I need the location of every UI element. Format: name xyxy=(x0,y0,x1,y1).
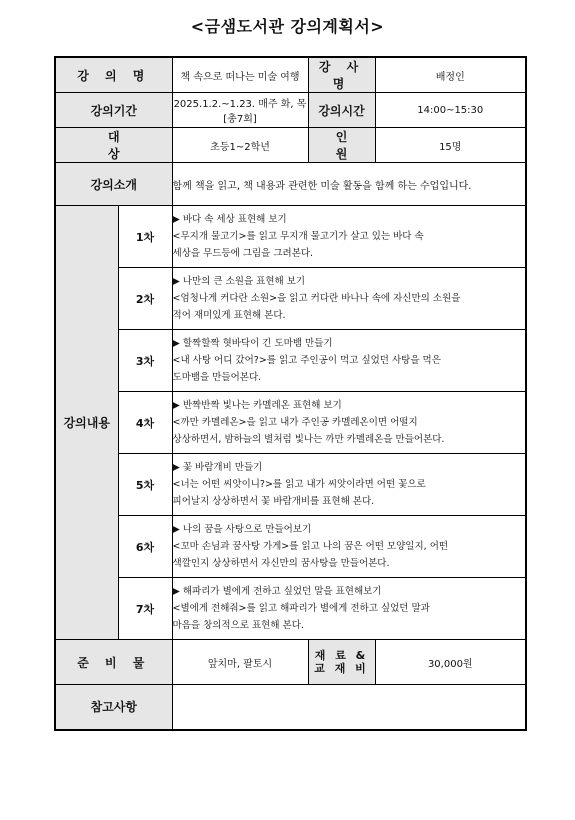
session-row xyxy=(55,206,526,268)
session-activity xyxy=(172,392,526,454)
material-fee-label-line: 교 재 비 xyxy=(314,662,369,675)
session-activity xyxy=(172,578,526,640)
session-title: ▶ 꽃 바람개비 만들기 xyxy=(172,462,263,473)
material-fee-label xyxy=(308,640,375,685)
session-number: 1차 xyxy=(118,206,172,268)
session-title: ▶ 나만의 큰 소원을 표현해 보기 xyxy=(172,276,306,287)
session-row xyxy=(55,268,526,330)
session-activity xyxy=(172,330,526,392)
session-desc-line: <별에게 전해줘>를 읽고 해파리가 별에게 전하고 싶었던 말과 xyxy=(172,603,430,614)
row-notes xyxy=(55,685,526,730)
lecture-name-label: 강 의 명 xyxy=(55,57,172,93)
period-label: 강의기간 xyxy=(55,93,172,128)
session-number: 5차 xyxy=(118,454,172,516)
session-title: ▶ 해파리가 별에게 전하고 싶었던 말을 표현해보기 xyxy=(172,586,382,597)
session-number: 3차 xyxy=(118,330,172,392)
row-supplies xyxy=(55,640,526,685)
session-activity xyxy=(172,454,526,516)
row-target xyxy=(55,128,526,163)
row-period xyxy=(55,93,526,128)
capacity-label: 인 원 xyxy=(308,128,375,163)
session-row xyxy=(55,330,526,392)
session-title: ▶ 나의 꿈을 사탕으로 만들어보기 xyxy=(172,524,312,535)
content-label: 강의내용 xyxy=(55,206,118,640)
instructor-value: 배정인 xyxy=(375,57,526,93)
session-desc-line: 세상을 무드등에 그림을 그려본다. xyxy=(172,248,314,259)
session-desc-line: <꼬마 손님과 꿈사탕 가게>를 읽고 나의 꿈은 어떤 모양일지, 어떤 xyxy=(172,541,449,552)
session-row xyxy=(55,516,526,578)
document-title: <금샘도서관 강의계획서> xyxy=(190,17,385,36)
capacity-value: 15명 xyxy=(375,128,526,163)
intro-label: 강의소개 xyxy=(55,163,172,206)
session-desc-line: <엄청나게 커다란 소원>을 읽고 커다란 바나나 속에 자신만의 소원을 xyxy=(172,293,461,304)
session-row xyxy=(55,578,526,640)
lecture-name-value: 책 속으로 떠나는 미술 여행 xyxy=(172,57,308,93)
material-fee-label-line: 재 료 & xyxy=(314,649,369,662)
session-number: 7차 xyxy=(118,578,172,640)
session-activity xyxy=(172,206,526,268)
session-desc-line: 적어 재미있게 표현해 본다. xyxy=(172,310,286,321)
session-desc-line: <너는 어떤 씨앗이니?>를 읽고 내가 씨앗이라면 어떤 꽃으로 xyxy=(172,479,426,490)
time-value: 14:00~15:30 xyxy=(375,93,526,128)
session-title: ▶ 할짝할짝 혓바닥이 긴 도마뱀 만들기 xyxy=(172,338,333,349)
session-activity xyxy=(172,268,526,330)
supplies-value: 앞치마, 팔토시 xyxy=(172,640,308,685)
session-number: 2차 xyxy=(118,268,172,330)
lecture-plan-table xyxy=(54,56,527,731)
row-lecture-name xyxy=(55,57,526,93)
session-desc-line: <무지개 물고기>를 읽고 무지개 물고기가 살고 있는 바다 속 xyxy=(172,231,424,242)
session-row xyxy=(55,392,526,454)
period-value: 2025.1.2.~1.23. 매주 화, 목 [총7회] xyxy=(172,93,308,128)
session-desc-line: 상상하면서, 밤하늘의 별처럼 빛나는 까만 카멜레온을 만들어본다. xyxy=(172,434,445,445)
supplies-label: 준 비 물 xyxy=(55,640,172,685)
session-desc-line: 도마뱀을 만들어본다. xyxy=(172,372,262,383)
notes-label: 참고사항 xyxy=(55,685,172,730)
session-title: ▶ 반짝반짝 빛나는 카멜레온 표현해 보기 xyxy=(172,400,342,411)
material-fee-value: 30,000원 xyxy=(375,640,526,685)
session-desc-line: 색깔인지 상상하면서 자신만의 꿈사탕을 만들어본다. xyxy=(172,558,390,569)
session-row xyxy=(55,454,526,516)
session-number: 4차 xyxy=(118,392,172,454)
session-title: ▶ 바다 속 세상 표현해 보기 xyxy=(172,214,287,225)
row-intro xyxy=(55,163,526,206)
instructor-label: 강 사 명 xyxy=(308,57,375,93)
notes-value xyxy=(172,685,526,730)
target-label: 대 상 xyxy=(55,128,172,163)
session-desc-line: 마음을 창의적으로 표현해 본다. xyxy=(172,620,304,631)
session-desc-line: <까만 카멜레온>을 읽고 내가 주인공 카멜레온이면 어떨지 xyxy=(172,417,418,428)
target-value: 초등1~2학년 xyxy=(172,128,308,163)
session-number: 6차 xyxy=(118,516,172,578)
time-label: 강의시간 xyxy=(308,93,375,128)
intro-value: 함께 책을 읽고, 책 내용과 관련한 미술 활동을 함께 하는 수업입니다. xyxy=(172,163,526,206)
session-activity xyxy=(172,516,526,578)
session-desc-line: <내 사탕 어디 갔어?>를 읽고 주인공이 먹고 싶었던 사탕을 먹은 xyxy=(172,355,441,366)
session-desc-line: 피어날지 상상하면서 꽃 바람개비를 표현해 본다. xyxy=(172,496,375,507)
